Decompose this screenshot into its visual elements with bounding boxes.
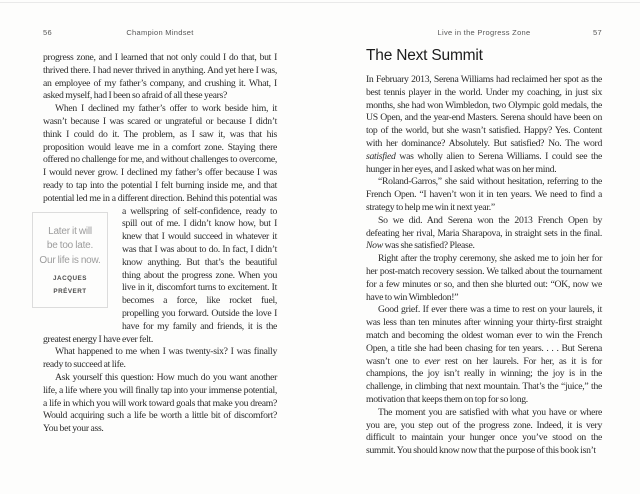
left-page-text-segment: When I declined my father’s offer to work beside him, it wasn’t because I was scared or ungrateful or because I didn’t think I could do it. The problem, as I saw it, was that his proposition would leave me in a comfort zone. Staying there offered no challenge for me, and without challenges to overcome, I would never grow. I declined my father’s offer because I was ready to tap into the potential I felt burning inside me, and that potential led me in a different direction. Behind this bbox=[43, 103, 277, 204]
right-running-head: Live in the Progress Zone bbox=[437, 28, 531, 37]
right-page-paragraphs bbox=[366, 74, 602, 458]
left-page-paragraph-1 bbox=[43, 52, 277, 103]
pull-quote-attribution: JACQUES PRÉVERT bbox=[53, 275, 87, 295]
right-page-text-segment: Good grief. If ever there was a time to rest on your laurels, it was less than ten minutes after winning your thirty-first straight match and becoming the oldest woman ever to win the French Open, a title she had been chasing for ten years. . . . But Serena wasn’t one to bbox=[366, 304, 602, 367]
right-page-paragraph-2 bbox=[366, 176, 602, 214]
pull-quote bbox=[32, 212, 108, 308]
right-page-text-segment: rest on her laurels. For her, as it is for champions, the joy isn’t really in winning; the joy is in the challenge, in climbing that next mountain. That’s the “juice,” the motivation that keeps them on top for so long. bbox=[366, 355, 602, 405]
right-page-number: 57 bbox=[593, 28, 602, 37]
left-page-paragraph-2 bbox=[39, 103, 277, 346]
right-running-head-row bbox=[320, 28, 640, 40]
left-running-head: Champion Mindset bbox=[126, 28, 194, 37]
right-page-text-segment: In February 2013, Serena Williams had reclaimed her spot as the best tennis player in the world. Under my coaching, in just six months, she had won Wimbledon, two Olympic gold medals, the US Open, and the year-end Masters. Serena should have been on top of the world, but she wasn’t satisfied. Happy? Yes. Content with her dominance? Absolutely. But satisfied? No. The word bbox=[366, 74, 602, 149]
right-page-text-segment: was she satisfied? Please. bbox=[382, 240, 475, 252]
pull-quote-line: Later it will bbox=[48, 225, 92, 237]
right-page-text-segment: The moment you are satisfied with what you have or where you are, you step out of the progress zone. Indeed, it is very difficult to maintain your hunger once you’ve stood on the summit. You should know now that the purpose of this book isn’t bbox=[366, 406, 602, 457]
left-page-text-segment: progress zone, and I learned that not only could I do that, but I thrived there. I had never thrived in anything. And yet here I was, an employee of my father’s company, and crushing it. What, I asked myself, had I been so afraid of all these years? bbox=[43, 52, 277, 102]
left-page-text-segment: What happened to me when I was twenty-six? I was finally ready to succeed at life. bbox=[43, 346, 277, 371]
right-page-text-segment: So we did. And Serena won the 2013 French Open by defeating her rival, Maria Sharapova, in straight sets in the final. bbox=[366, 214, 602, 239]
left-running-head-row bbox=[0, 28, 320, 40]
right-page-body bbox=[366, 44, 602, 458]
left-page-number: 56 bbox=[43, 28, 52, 37]
right-page bbox=[320, 0, 640, 494]
left-page-text-segment: potential was a wellspring of self-confidence, ready to spill out of me. I didn’t know how, but I knew that I would succeed in whatever it was that I was about to do. In fact, I didn’t know anything. But that’s the beautiful thing about the progress zone. When you live in it, discomfort turns to excitement. It becomes a force, like rocket fuel, propelling you forward. Outside the love I have for my family and friends, it is the greatest energy I have ever felt. bbox=[43, 192, 277, 345]
right-page-text-segment: satisfied bbox=[366, 150, 396, 162]
right-page-text-segment: Right after the trophy ceremony, she asked me to join her for her post-match recovery session. We talked about the tournament for a few minutes or so, and then she blurted out: “OK, now we have to win Wimbledon!” bbox=[366, 253, 602, 303]
pull-quote-line: be too late. bbox=[46, 240, 94, 252]
right-page-paragraph-5 bbox=[366, 304, 602, 406]
left-page-paragraph-4 bbox=[43, 372, 277, 436]
right-page-text-segment: “Roland-Garros,” she said without hesitation, referring to the French Open. “I haven’t won it in ten years. We need to find a strategy to help me win it next year.” bbox=[366, 176, 602, 213]
right-page-paragraph-4 bbox=[366, 253, 602, 304]
right-page-text-segment: ever bbox=[424, 355, 440, 367]
left-page-body bbox=[39, 52, 277, 436]
right-page-paragraph-1 bbox=[366, 74, 602, 176]
left-page-text-segment: Ask yourself this question: How much do you want another life, a life where you will finally tap into your immense potential, a life in which you will work toward goals that make you dream? Would acquiring such a life be worth a little bit of discomfort? You bet your ass. bbox=[43, 371, 277, 435]
right-page-text-segment: was wholly alien to Serena Williams. I could see the hunger in her eyes, and I asked what was on her mind. bbox=[366, 150, 602, 175]
pull-quote-line: Our life is now. bbox=[39, 254, 101, 266]
right-page-text-segment: Now bbox=[366, 240, 383, 252]
right-page-paragraph-3 bbox=[366, 215, 602, 253]
section-heading: The Next Summit bbox=[366, 47, 483, 64]
right-page-paragraph-6 bbox=[366, 407, 602, 458]
left-page-paragraph-3 bbox=[43, 346, 277, 372]
